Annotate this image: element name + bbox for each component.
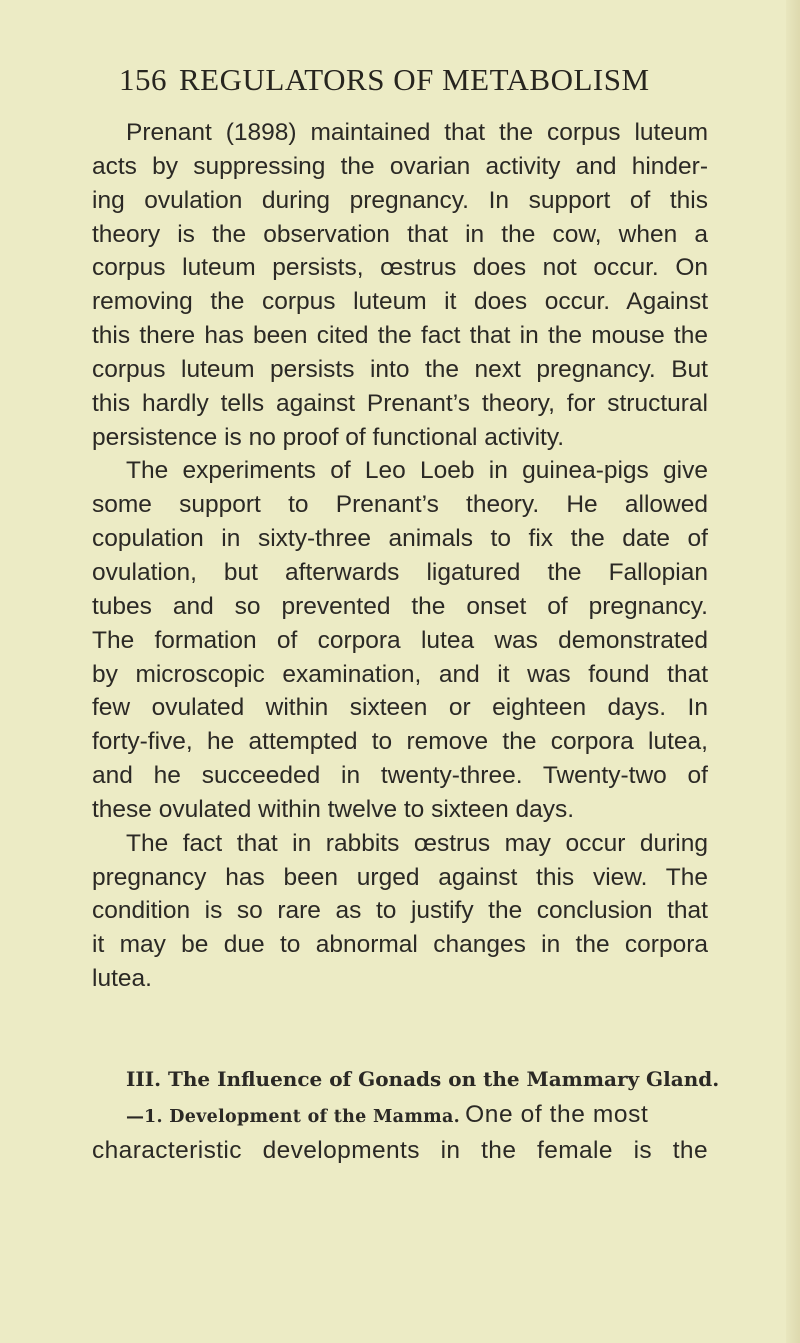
- text-line: some support to Prenant’s theory. He allowed: [92, 491, 708, 519]
- text-line: persistence is no proof of functional activity.: [92, 423, 565, 451]
- text-line: condition is so rare as to justify the conclusion that: [92, 897, 708, 925]
- running-title: REGULATORS OF METABOLISM: [179, 62, 650, 97]
- text-line: acts by suppressing the ovarian activity and hinder-: [92, 152, 708, 180]
- text-line: ovulation, but afterwards ligatured the Fallopian: [92, 558, 708, 586]
- page-edge: [786, 0, 800, 1343]
- text-line: these ovulated within twelve to sixteen days.: [92, 795, 575, 823]
- text-line: removing the corpus luteum it does occur. Against: [92, 288, 708, 316]
- section-heading: III. The Influence of Gonads on the Mammary Gland.: [126, 1067, 720, 1091]
- subsection-text: One of the most: [465, 1101, 649, 1128]
- section-mammary-gland: [92, 1061, 720, 1169]
- text-line: few ovulated within sixteen or eighteen days. In: [92, 694, 708, 722]
- body-text: [92, 116, 708, 996]
- text-line: The formation of corpora lutea was demonstrated: [92, 626, 708, 654]
- text-line: The experiments of Leo Loeb in guinea-pigs give: [126, 457, 708, 485]
- text-line: forty-five, he attempted to remove the corpora lutea,: [92, 728, 708, 756]
- subsection-line: [92, 1097, 708, 1133]
- text-line: and he succeeded in twenty-three. Twenty-two of: [92, 762, 708, 790]
- text-line: pregnancy has been urged against this view. The: [92, 863, 708, 891]
- text-line: characteristic developments in the female is the: [92, 1137, 708, 1164]
- text-line: corpus luteum persists, œstrus does not occur. On: [92, 254, 708, 282]
- text-line: this hardly tells against Prenant’s theory, for structural: [92, 389, 708, 417]
- text-line: lutea.: [92, 965, 152, 993]
- text-line: copulation in sixty-three animals to fix the date of: [92, 525, 708, 553]
- text-line: this there has been cited the fact that in the mouse the: [92, 322, 708, 350]
- text-line: it may be due to abnormal changes in the corpora: [92, 931, 708, 959]
- text-line: ing ovulation during pregnancy. In support of this: [92, 186, 708, 214]
- text-line: corpus luteum persists into the next pregnancy. But: [92, 355, 708, 383]
- text-line: Prenant (1898) maintained that the corpus luteum: [126, 119, 708, 146]
- page-number: 156: [119, 62, 167, 97]
- running-header: [119, 62, 759, 98]
- text-line: theory is the observation that in the cow, when a: [92, 220, 708, 248]
- em-dash: —: [126, 1106, 144, 1127]
- text-line: tubes and so prevented the onset of pregnancy.: [92, 592, 708, 620]
- text-line: The fact that in rabbits œstrus may occur during: [126, 829, 708, 857]
- subsection-heading: 1. Development of the Mamma.: [144, 1107, 460, 1127]
- text-line: by microscopic examination, and it was found that: [92, 660, 708, 688]
